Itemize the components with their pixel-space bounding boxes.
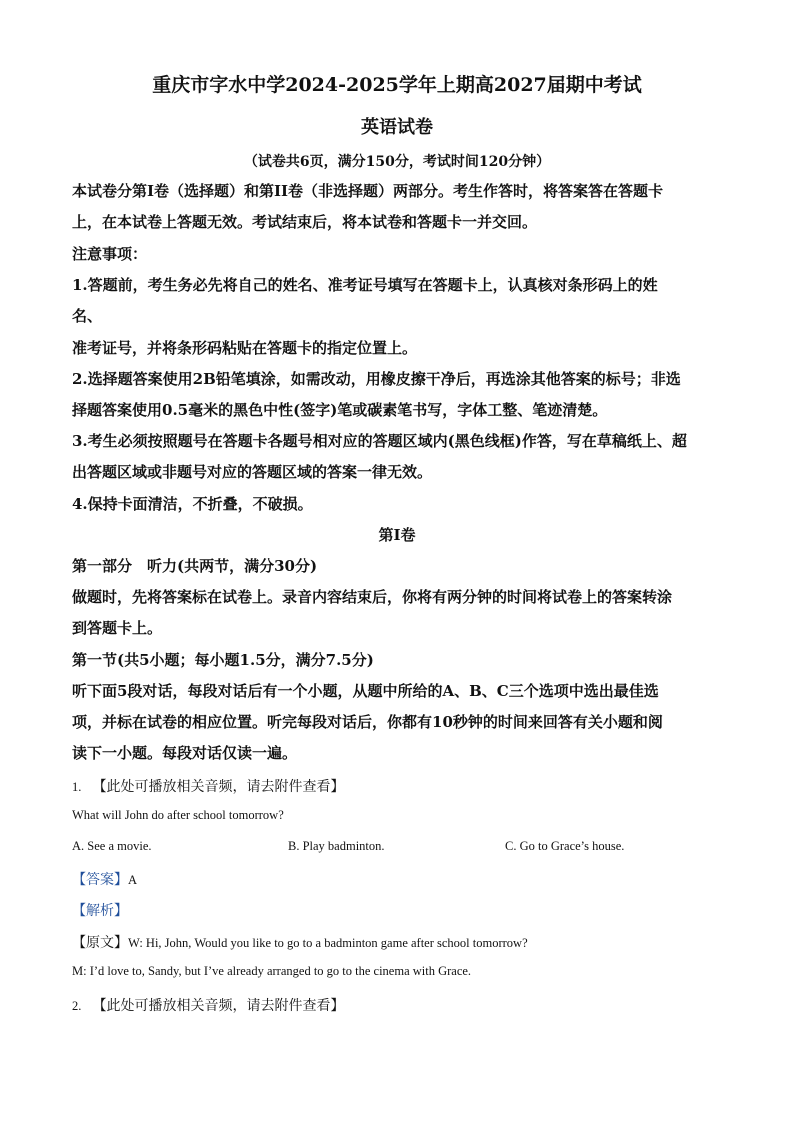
part-1-instruction-line-1: 做题时，先将答案标在试卷上。录音内容结束后，你将有两分钟的时间将试卷上的答案转涂	[72, 588, 673, 606]
note-4: 4.保持卡面清洁，不折叠，不破损。	[72, 495, 313, 513]
subject-title: 英语试卷	[361, 117, 433, 138]
section-1-heading: 第一节(共5小题；每小题1.5分，满分7.5分)	[72, 651, 374, 669]
note-2-line-2: 择题答案使用0.5毫米的黑色中性(签字)笔或碳素笔书写，字体工整、笔迹清楚。	[72, 401, 608, 419]
question-number: 1.	[72, 780, 82, 794]
exam-info-note: （试卷共6页，满分150分，考试时间120分钟）	[243, 154, 551, 170]
question-1-prompt: What will John do after school tomorrow?	[72, 808, 284, 822]
audio-attachment-note[interactable]: 【此处可播放相关音频，请去附件查看】	[92, 779, 345, 795]
intro-line-1: 本试卷分第I卷（选择题）和第II卷（非选择题）两部分。考生作答时，将答案答在答题卡	[72, 182, 664, 200]
answer-label: 【答案】	[72, 872, 128, 888]
transcript-text: W: Hi, John, Would you like to go to a badminton game after school tomorrow?	[128, 936, 528, 950]
transcript-line-1	[72, 932, 528, 952]
note-2-line-1: 2.选择题答案使用2B铅笔填涂，如需改动，用橡皮擦干净后，再选涂其他答案的标号；非选	[72, 370, 681, 388]
question-1-option-a: A. See a movie.	[72, 839, 152, 853]
notes-heading: 注意事项：	[72, 245, 148, 263]
part-1-instruction-line-2: 到答题卡上。	[72, 619, 163, 637]
question-1-option-c: C. Go to Grace’s house.	[505, 839, 625, 853]
part-1-heading: 第一部分 听力(共两节，满分30分)	[72, 557, 318, 575]
section-1-instruction-line-2: 项，并标在试卷的相应位置。听完每段对话后，你都有10秒钟的时间来回答有关小题和阅	[72, 713, 663, 731]
transcript-line-2: M: I’d love to, Sandy, but I’ve already arranged to go to the cinema with Grace.	[72, 964, 472, 978]
note-3-line-2: 出答题区域或非题号对应的答题区域的答案一律无效。	[72, 463, 433, 481]
answer-value: A	[128, 873, 138, 887]
question-number: 2.	[72, 999, 82, 1013]
audio-attachment-note[interactable]: 【此处可播放相关音频，请去附件查看】	[92, 998, 345, 1014]
section-1-instruction-line-3: 读下一小题。每段对话仅读一遍。	[72, 744, 298, 762]
exam-title: 重庆市字水中学2024-2025学年上期高2027届期中考试	[152, 74, 642, 96]
intro-line-2: 上，在本试卷上答题无效。考试结束后，将本试卷和答题卡一并交回。	[72, 213, 538, 231]
section-1-instruction-line-1: 听下面5段对话，每段对话后有一个小题，从题中所给的A、B、C三个选项中选出最佳选	[72, 682, 659, 700]
question-2-audio-line	[72, 995, 344, 1015]
volume-title: 第I卷	[378, 526, 416, 544]
note-3-line-1: 3.考生必须按照题号在答题卡各题号相对应的答题区域内(黑色线框)作答，写在草稿纸上、超	[72, 432, 687, 450]
note-1-line-3: 准考证号，并将条形码粘贴在答题卡的指定位置上。	[72, 339, 418, 357]
question-1-option-b: B. Play badminton.	[288, 839, 385, 853]
note-1-line-2: 名、	[72, 307, 103, 325]
original-label: 【原文】	[72, 935, 128, 951]
question-1-audio-line	[72, 776, 344, 796]
question-1-answer	[72, 869, 137, 889]
note-1-line-1: 1.答题前，考生务必先将自己的姓名、准考证号填写在答题卡上，认真核对条形码上的姓	[72, 276, 658, 294]
analysis-label: 【解析】	[72, 903, 128, 919]
